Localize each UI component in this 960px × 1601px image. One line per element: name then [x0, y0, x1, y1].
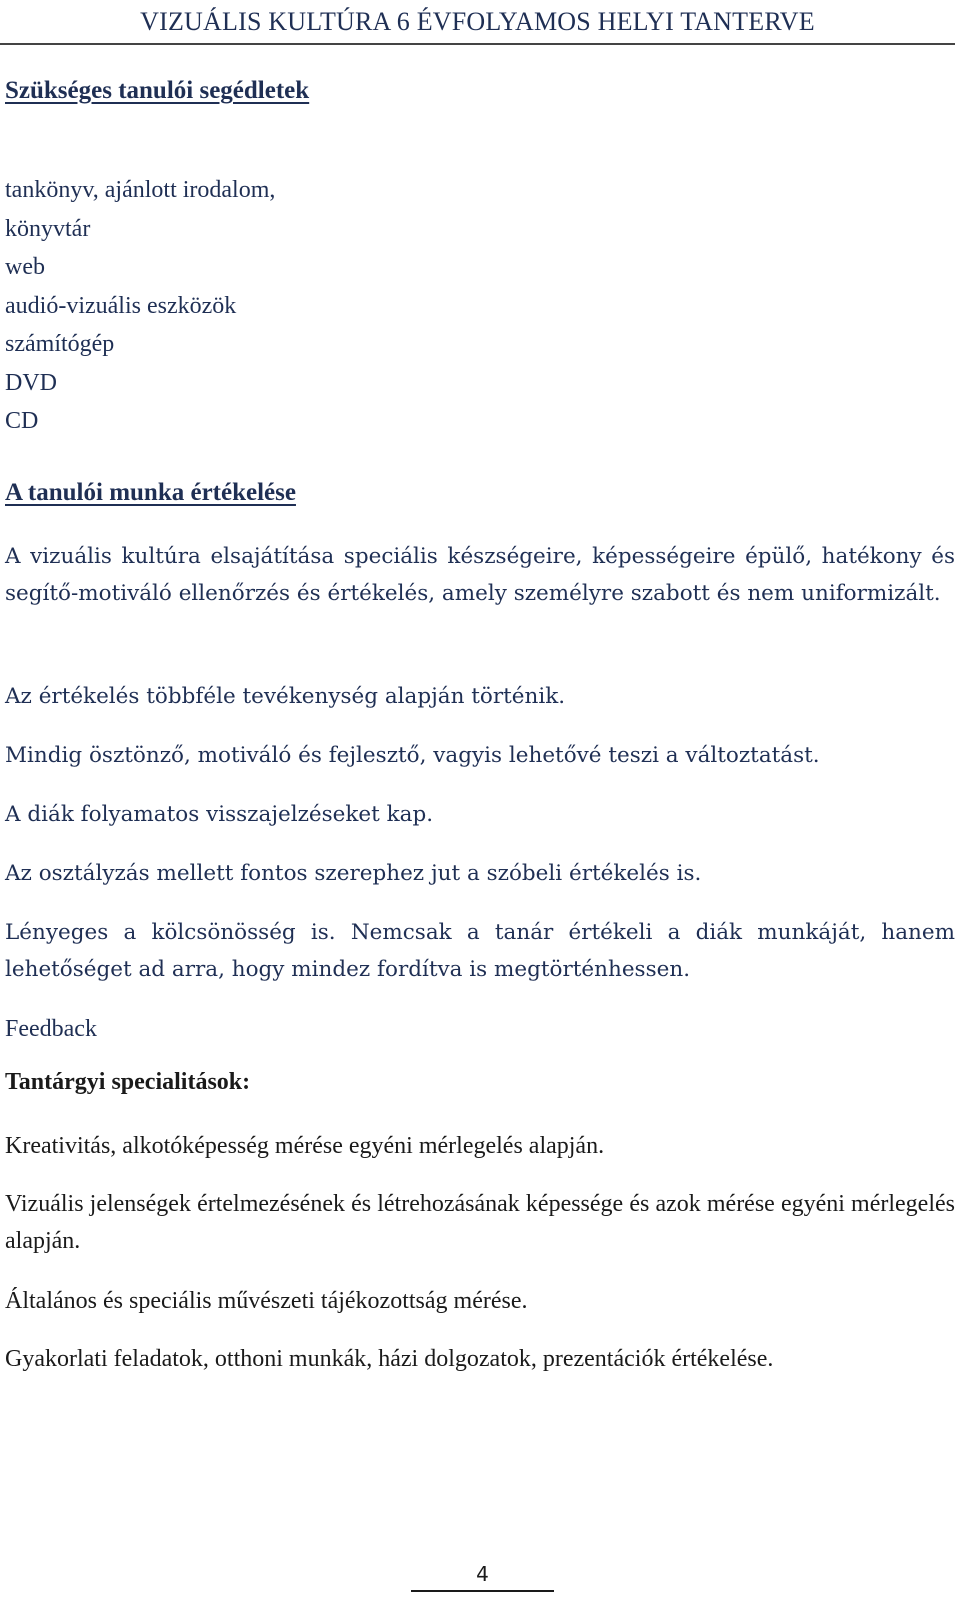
specialty-item: Vizuális jelenségek értelmezésének és létrehozásának képessége és azok mérése egyéni mérlegelés alapján. [5, 1191, 955, 1254]
list-item: számítógép [5, 331, 115, 357]
mutuality-paragraph: Lényeges a kölcsönösség is. Nemcsak a tanár értékeli a diák munkáját, hanem lehetőséget ad arra, hogy mindez fordítva is megtörténhessen. [5, 920, 955, 982]
list-item: audió-vizuális eszközök [5, 292, 237, 319]
evaluation-intro: A vizuális kultúra elsajátítása speciális készségeire, képességeire épülő, hatékony és segítő-motiváló ellenőrzés és értékelés, amely személyre szabott és nem uniformizált. [5, 544, 955, 606]
evaluation-point: A diák folyamatos visszajelzéseket kap. [5, 802, 434, 827]
aids-heading: Szükséges tanulói segédletek [5, 77, 310, 104]
list-item: tankönyv, ajánlott irodalom, [5, 177, 276, 203]
specialties-heading: Tantárgyi specialitások: [5, 1069, 251, 1095]
running-header: VIZUÁLIS KULTÚRA 6 ÉVFOLYAMOS HELYI TANTERVE [0, 0, 955, 45]
evaluation-point: Az értékelés többféle tevékenység alapján történik. [5, 684, 566, 709]
list-item: DVD [5, 369, 57, 396]
feedback-label: Feedback [5, 1016, 97, 1042]
evaluation-point: Az osztályzás mellett fontos szerephez jut a szóbeli értékelés is. [5, 861, 702, 886]
list-item: web [5, 254, 45, 280]
list-item: könyvtár [5, 215, 91, 242]
footer-rule [411, 1590, 554, 1592]
evaluation-point: Mindig ösztönző, motiváló és fejlesztő, vagyis lehetővé teszi a változtatást. [5, 743, 820, 768]
evaluation-heading: A tanulói munka értékelése [5, 479, 296, 506]
page-number: 4 [476, 1562, 489, 1586]
aids-list [5, 171, 275, 441]
specialty-item: Gyakorlati feladatok, otthoni munkák, házi dolgozatok, prezentációk értékelése. [5, 1346, 774, 1372]
list-item: CD [5, 408, 39, 434]
specialty-item: Általános és speciális művészeti tájékozottság mérése. [5, 1288, 528, 1314]
specialty-item: Kreativitás, alkotóképesség mérése egyéni mérlegelés alapján. [5, 1133, 605, 1159]
